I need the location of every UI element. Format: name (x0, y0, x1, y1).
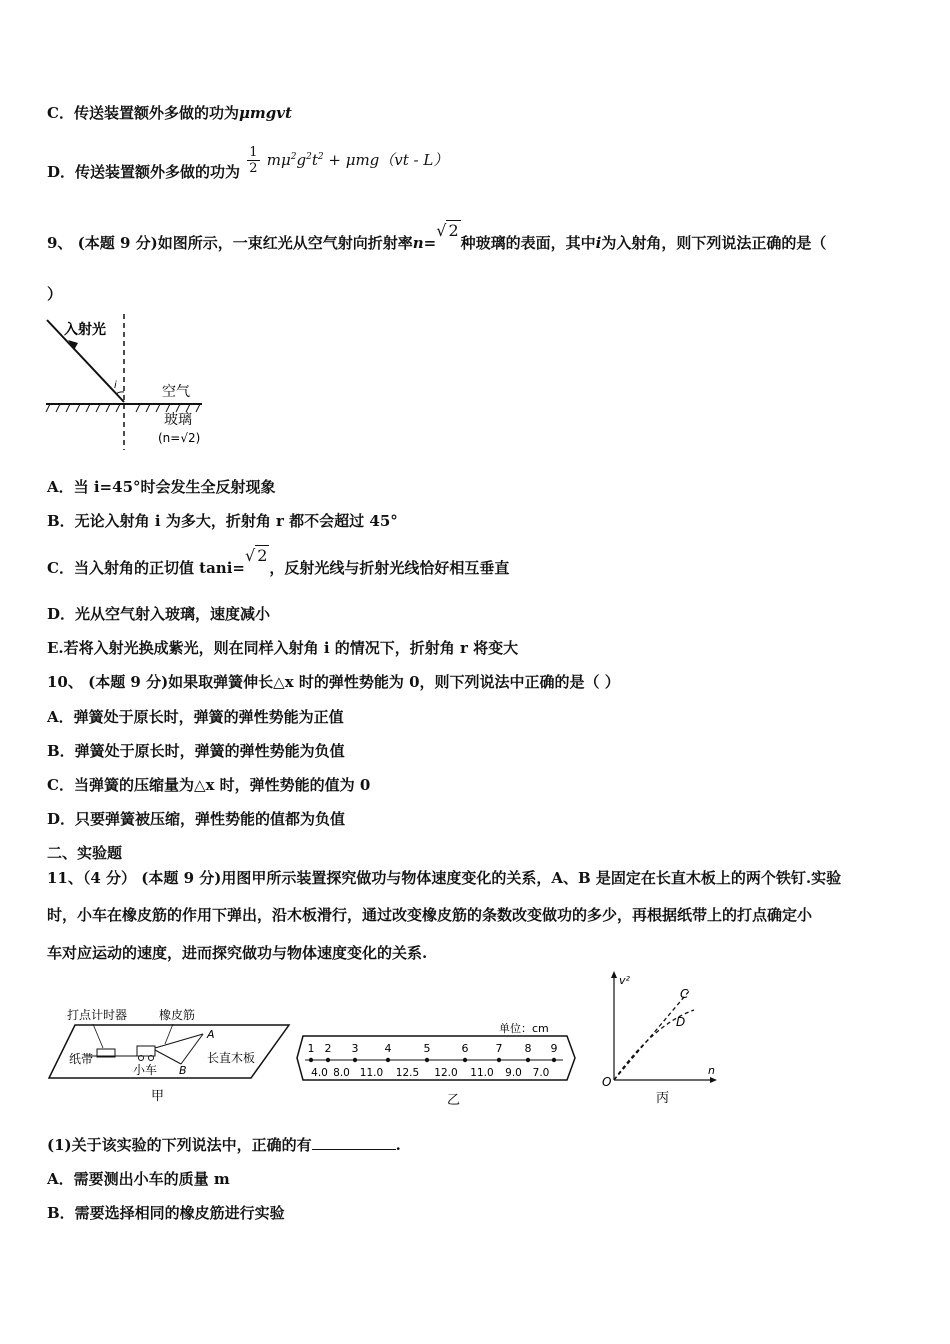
tape-dot (326, 1058, 330, 1062)
timer-label: 打点计时器 (67, 1008, 128, 1022)
q8-option-c-math: μmgvt (238, 104, 292, 122)
curve-c (614, 990, 690, 1080)
glass-label: 玻璃 (164, 412, 192, 428)
tape-point-label: 4 (384, 1042, 392, 1055)
cart-label: 小车 (133, 1063, 158, 1077)
q10-option-a: A．弹簧处于原长时，弹簧的弹性势能为正值 (47, 708, 344, 726)
tape-dot (526, 1058, 530, 1062)
q9-stem-c: 为入射角，则下列说法正确的是（ (601, 234, 827, 252)
q11-option-b: B．需要选择相同的橡皮筋进行实验 (47, 1204, 285, 1222)
tape-dot (497, 1058, 501, 1062)
n-value-label: (n=√2) (158, 431, 201, 445)
q11-stem-line1: 11、（4 分） (本题 9 分)用图甲所示装置探究做功与物体速度变化的关系，A、B 是固定在长直木板上的两个铁钉.实验 (47, 869, 842, 887)
answer-blank[interactable] (312, 1137, 396, 1150)
q10-option-d: D．只要弹簧被压缩，弹性势能的值都为负值 (47, 810, 346, 828)
tape-distances (311, 1067, 549, 1079)
curve-d-label: D (676, 1015, 686, 1029)
angle-i-label: i (114, 380, 117, 391)
tape-points (308, 1042, 558, 1062)
q8-option-d-text: D．传送装置额外多做的功为 (47, 162, 241, 181)
q10-option-c: C．当弹簧的压缩量为△x 时，弹性势能的值为 0 (47, 776, 371, 794)
q9-sqrt-value: 2 (448, 221, 459, 240)
q9-n-label: n= (412, 234, 437, 252)
y-axis-label: v² (619, 974, 630, 987)
y-axis-arrow-icon (611, 971, 617, 978)
q9-stem (47, 221, 827, 253)
angle-arc (116, 392, 124, 394)
nail-b-label: B (179, 1064, 187, 1077)
rubber-pointer (165, 1024, 173, 1044)
timer-pointer (93, 1024, 103, 1048)
section-heading: 二、实验题 (47, 844, 123, 862)
tape-dot (309, 1058, 313, 1062)
tape-distance-label: 7.0 (532, 1067, 550, 1079)
fraction-numerator: 1 (249, 145, 258, 160)
q9-sqrt: √ 2 (436, 221, 459, 240)
tape-point-label: 3 (351, 1042, 359, 1055)
q11-sub1-end: . (395, 1136, 401, 1154)
air-label: 空气 (162, 384, 190, 400)
rubber-band (155, 1050, 181, 1064)
cart-body (137, 1046, 155, 1056)
tape-dot (552, 1058, 556, 1062)
tape-dot (386, 1058, 390, 1062)
rubber-band (181, 1034, 203, 1064)
tape-point-label: 8 (524, 1042, 532, 1055)
q11-sub1-text: (1)关于该实验的下列说法中，正确的有 (47, 1136, 312, 1154)
q9-stem-b: 种玻璃的表面，其中 (460, 234, 596, 252)
q10-stem: 10、 (本题 9 分)如果取弹簧伸长△x 时的弹性势能为 0，则下列说法中正确的是（ ） (47, 673, 620, 691)
q8-option-d (47, 145, 449, 181)
q11-subquestion-1 (47, 1134, 401, 1155)
fig-jia-caption: 甲 (151, 1089, 165, 1104)
board-label: 长直木板 (207, 1051, 256, 1065)
tape-distance-label: 4.0 (311, 1067, 328, 1079)
tape-dot (463, 1058, 467, 1062)
origin-label: O (602, 1075, 612, 1089)
x-axis-arrow-icon (710, 1077, 717, 1083)
q8-option-c (47, 102, 292, 123)
q9-i-var: i (595, 234, 602, 252)
tape-point-label: 7 (495, 1042, 503, 1055)
unit-label: 单位：cm (499, 1022, 549, 1035)
rubber-band (155, 1034, 203, 1048)
q9-refraction-figure (42, 312, 212, 452)
rubber-label: 橡皮筋 (159, 1008, 196, 1022)
q9-stem-a: 9、 (本题 9 分)如图所示，一束红光从空气射向折射率 (47, 234, 413, 252)
curve-c-label: C (680, 987, 689, 1001)
q9-option-c-b: ，反射光线与折射光线恰好相互垂直 (269, 559, 510, 577)
tape-distance-label: 11.0 (470, 1067, 494, 1079)
tape-dot (353, 1058, 357, 1062)
incident-label: 入射光 (64, 322, 106, 338)
q9-option-a: A．当 i=45°时会发生全反射现象 (47, 478, 276, 496)
tape-distance-label: 12.5 (395, 1067, 420, 1079)
fig-bing-caption: 丙 (656, 1091, 670, 1106)
q11-figure-yi (295, 1018, 580, 1108)
q8-option-d-tail: + μmg（vt - L） (328, 150, 449, 169)
nail-a-label: A (207, 1028, 215, 1041)
q9-option-e: E.若将入射光换成紫光，则在同样入射角 i 的情况下，折射角 r 将变大 (47, 639, 519, 657)
q8-option-c-text: C．传送装置额外多做的功为 (47, 104, 239, 122)
q11-figure-bing (598, 968, 723, 1108)
tape-distance-label: 12.0 (434, 1067, 458, 1079)
q11-stem-line3: 车对应运动的速度，进而探究做功与物体速度变化的关系. (47, 944, 428, 962)
q11-figure-jia (45, 1000, 295, 1112)
q9-option-c-sqrt-value: 2 (257, 546, 268, 565)
tape-distance-label: 11.0 (359, 1067, 384, 1079)
q9-stem-close: ） (47, 285, 63, 303)
tape-point-label: 6 (461, 1042, 469, 1055)
fraction-denominator: 2 (249, 161, 258, 176)
x-axis-label: n (708, 1064, 715, 1077)
tape-distance-label: 9.0 (505, 1067, 522, 1079)
q10-option-b: B．弹簧处于原长时，弹簧的弹性势能为负值 (47, 742, 345, 760)
q9-option-d: D．光从空气射入玻璃，速度减小 (47, 605, 271, 623)
q11-option-a: A．需要测出小车的质量 m (47, 1170, 230, 1188)
tape-dot (425, 1058, 429, 1062)
fig-yi-caption: 乙 (447, 1093, 461, 1108)
tape-label: 纸带 (69, 1052, 94, 1066)
q9-option-c-a: C．当入射角的正切值 tani= (47, 559, 245, 577)
tape-point-label: 5 (423, 1042, 431, 1055)
q9-option-c (47, 546, 510, 578)
q9-option-c-sqrt: √ 2 (244, 546, 268, 565)
q9-option-b: B．无论入射角 i 为多大，折射角 r 都不会超过 45° (47, 512, 398, 530)
tape-distance-label: 8.0 (333, 1067, 350, 1079)
q8-option-d-fraction (247, 145, 259, 176)
tape-point-label: 1 (307, 1042, 315, 1055)
tape-point-label: 9 (550, 1042, 558, 1055)
tape-point-label: 2 (324, 1042, 332, 1055)
q8-option-d-formula: $m\mu^2g^2t^2 + \mu mg(vt - L)$ (266, 150, 449, 169)
q11-stem-line2: 时，小车在橡皮筋的作用下弹出，沿木板滑行，通过改变橡皮筋的条数改变做功的多少，再根据纸带上的打点确定小 (47, 906, 813, 924)
